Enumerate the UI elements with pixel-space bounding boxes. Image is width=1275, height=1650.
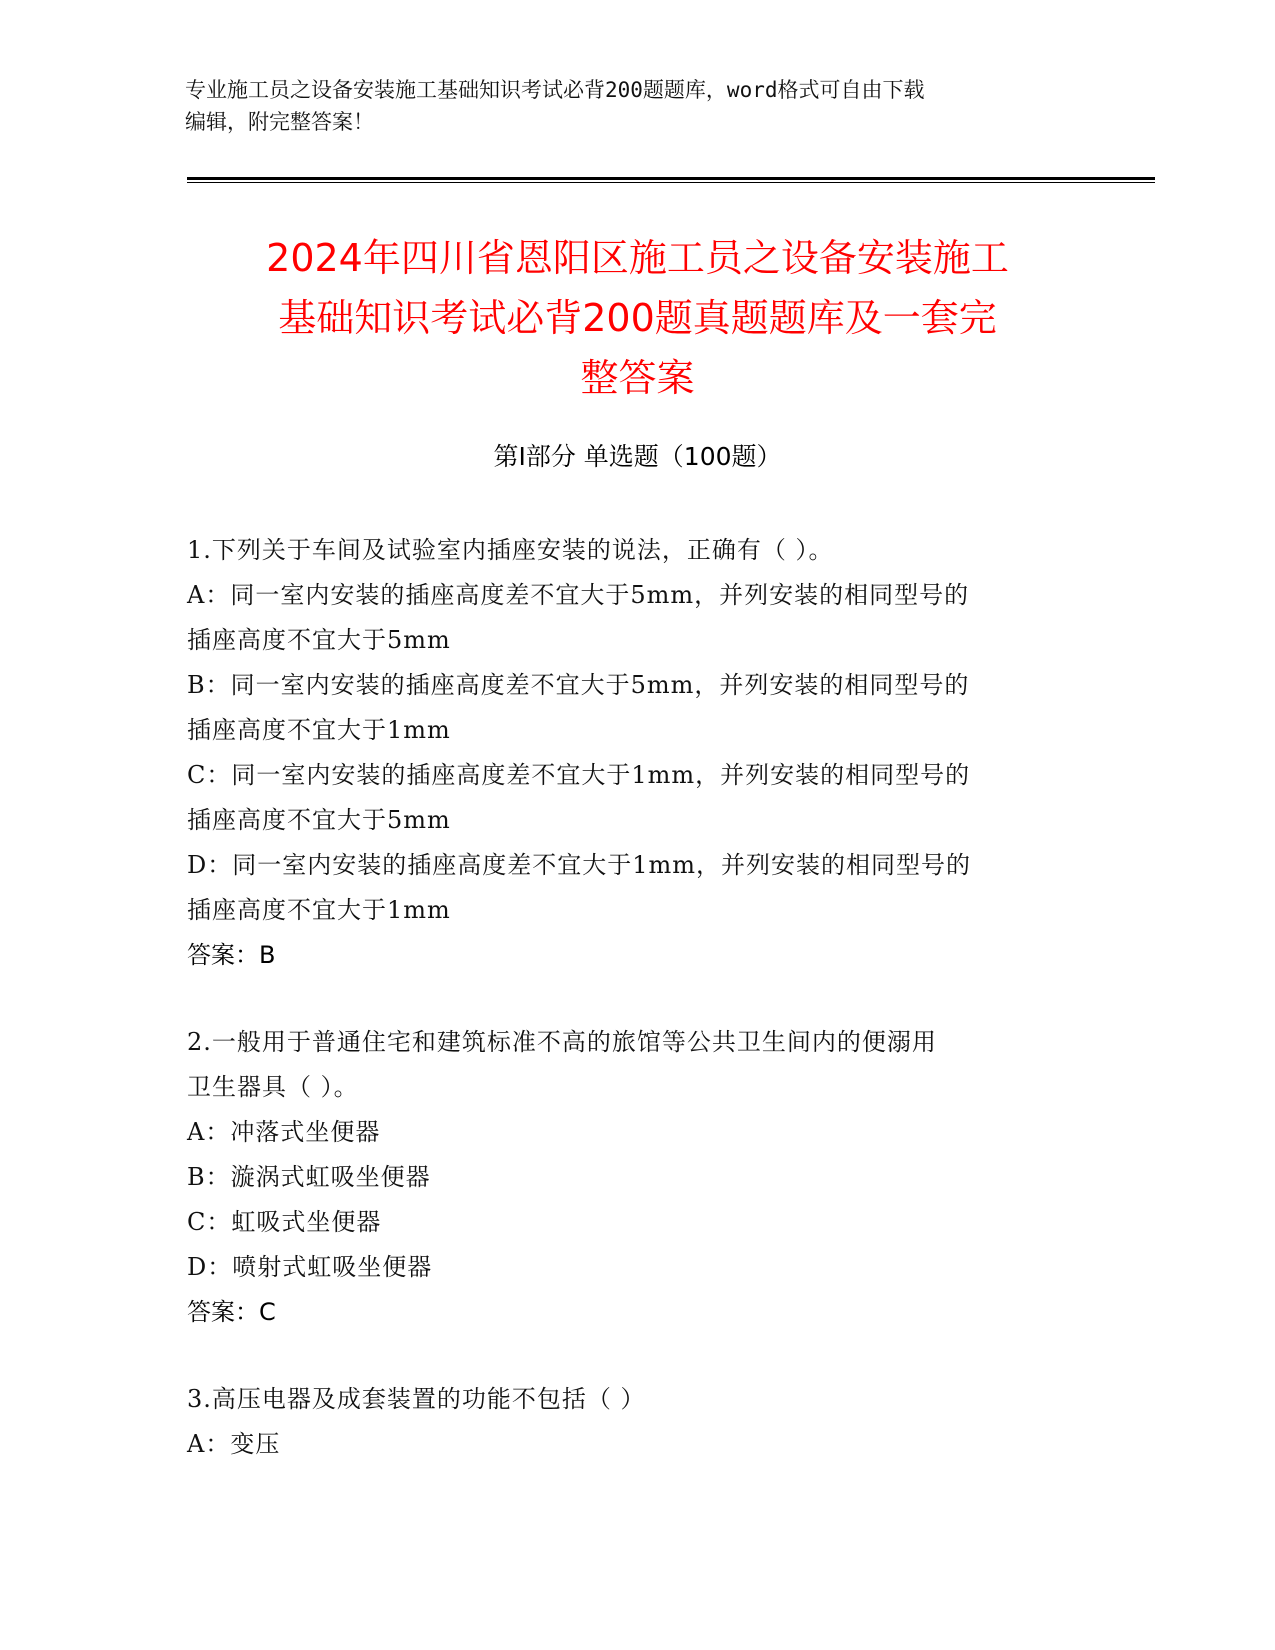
- question-stem: 3.高压电器及成套装置的功能不包括（ ）: [187, 1385, 646, 1413]
- question-item: [187, 1020, 1087, 1335]
- option-d: D：喷射式虹吸坐便器: [187, 1253, 433, 1281]
- option-b: B：同一室内安装的插座高度差不宜大于5mm，并列安装的相同型号的: [187, 671, 970, 699]
- option-a: A：变压: [187, 1430, 281, 1458]
- question-list: [187, 528, 1087, 1509]
- header-note: [185, 74, 1085, 138]
- option-a-continued: 插座高度不宜大于5mm: [187, 626, 451, 654]
- section-heading: 第Ⅰ部分 单选题（100题）: [493, 442, 782, 471]
- document-title: [160, 228, 1115, 408]
- title-line: 整答案: [580, 356, 695, 400]
- header-note-line: 编辑，附完整答案！: [185, 110, 374, 134]
- option-b: B：漩涡式虹吸坐便器: [187, 1163, 431, 1191]
- question-item: [187, 528, 1087, 978]
- option-c: C：虹吸式坐便器: [187, 1208, 382, 1236]
- option-a: A：冲落式坐便器: [187, 1118, 381, 1146]
- answer-line: 答案：B: [187, 941, 276, 969]
- option-c: C：同一室内安装的插座高度差不宜大于1mm，并列安装的相同型号的: [187, 761, 971, 789]
- header-divider-thick: [187, 177, 1155, 180]
- question-stem: 2.一般用于普通住宅和建筑标准不高的旅馆等公共卫生间内的便溺用: [187, 1028, 937, 1056]
- option-d-continued: 插座高度不宜大于1mm: [187, 896, 451, 924]
- answer-line: 答案：C: [187, 1298, 276, 1326]
- question-stem-continued: 卫生器具（ ）。: [187, 1073, 359, 1101]
- header-note-line: 专业施工员之设备安装施工基础知识考试必背200题题库，word格式可自由下载: [185, 78, 925, 102]
- option-a: A：同一室内安装的插座高度差不宜大于5mm，并列安装的相同型号的: [187, 581, 970, 609]
- question-stem: 1.下列关于车间及试验室内插座安装的说法，正确有（ ）。: [187, 536, 834, 564]
- option-b-continued: 插座高度不宜大于1mm: [187, 716, 451, 744]
- option-d: D：同一室内安装的插座高度差不宜大于1mm，并列安装的相同型号的: [187, 851, 972, 879]
- title-line: 2024年四川省恩阳区施工员之设备安装施工: [266, 236, 1009, 280]
- option-c-continued: 插座高度不宜大于5mm: [187, 806, 451, 834]
- title-line: 基础知识考试必背200题真题题库及一套完: [278, 296, 997, 340]
- question-item: [187, 1377, 1087, 1467]
- header-divider-thin: [187, 182, 1155, 183]
